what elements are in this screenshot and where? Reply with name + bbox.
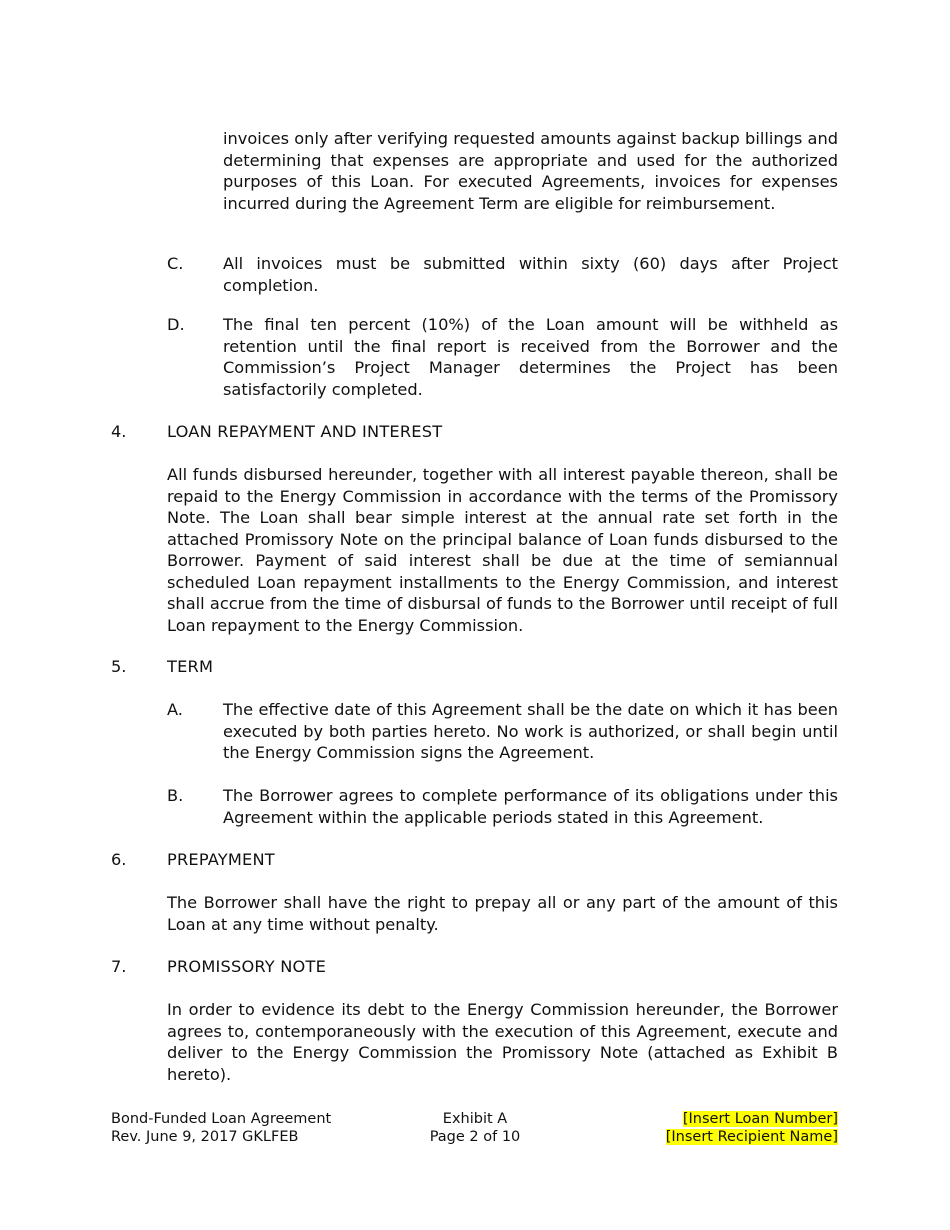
footer-recipient-name-placeholder: [Insert Recipient Name]	[665, 1129, 838, 1145]
section-7-body: In order to evidence its debt to the Energy Commission hereunder, the Borrower agrees to, contemporaneously with the execution of this Agreement, execute and deliver to the Energy Commission the Promissory Note (attached as Exhibit B hereto).	[167, 1000, 838, 1084]
item-d-text: The final ten percent (10%) of the Loan amount will be withheld as retention until the final report is received from the Borrower and the Commission’s Project Manager determines the Project has been satisfactorily completed.	[223, 315, 838, 399]
section-7-heading: PROMISSORY NOTE	[167, 957, 326, 976]
section-4-number: 4.	[111, 422, 127, 441]
section-7-number: 7.	[111, 957, 127, 976]
footer-agreement-title: Bond-Funded Loan Agreement	[111, 1111, 332, 1127]
footer-loan-number-placeholder: [Insert Loan Number]	[682, 1111, 838, 1127]
item-a-label: A.	[167, 700, 183, 719]
footer-left	[111, 1110, 331, 1146]
section-4-body: All funds disbursed hereunder, together with all interest payable thereon, shall be repaid to the Energy Commission in accordance with the terms of the Promissory Note. The Loan shall bear simple interest at the annual rate set forth in the attached Promissory Note on the principal balance of Loan funds disbursed to the Borrower. Payment of said interest shall be due at the time of semiannual scheduled Loan repayment installments to the Energy Commission, and interest shall accrue from the time of disbursal of funds to the Borrower until receipt of full Loan repayment to the Energy Commission.	[167, 465, 838, 635]
section-6-number: 6.	[111, 850, 127, 869]
item-c-text: All invoices must be submitted within sixty (60) days after Project completion.	[223, 254, 838, 295]
item-c-label: C.	[167, 254, 184, 273]
footer-page-number: Page 2 of 10	[429, 1129, 521, 1145]
footer-revision: Rev. June 9, 2017 GKLFEB	[111, 1129, 299, 1145]
section-5-heading: TERM	[167, 657, 214, 676]
item-a-text: The effective date of this Agreement shall be the date on which it has been executed by both parties hereto. No work is authorized, or shall begin until the Energy Commission signs the Agreement.	[223, 700, 838, 762]
footer-center	[415, 1110, 535, 1146]
section-5-number: 5.	[111, 657, 127, 676]
item-b-label: B.	[167, 786, 184, 805]
item-b-text: The Borrower agrees to complete performance of its obligations under this Agreement within the applicable periods stated in this Agreement.	[223, 786, 838, 827]
section-6-heading: PREPAYMENT	[167, 850, 275, 869]
section-4-heading: LOAN REPAYMENT AND INTEREST	[167, 422, 443, 441]
section-6-body: The Borrower shall have the right to prepay all or any part of the amount of this Loan at any time without penalty.	[167, 893, 838, 934]
footer-right	[666, 1110, 838, 1146]
footer-exhibit: Exhibit A	[442, 1111, 508, 1127]
item-d-label: D.	[167, 315, 185, 334]
continuation-paragraph: invoices only after verifying requested amounts against backup billings and determining that expenses are appropriate and used for the authorized purposes of this Loan. For executed Agreements, invoices for expenses incurred during the Agreement Term are eligible for reimbursement.	[223, 129, 838, 213]
